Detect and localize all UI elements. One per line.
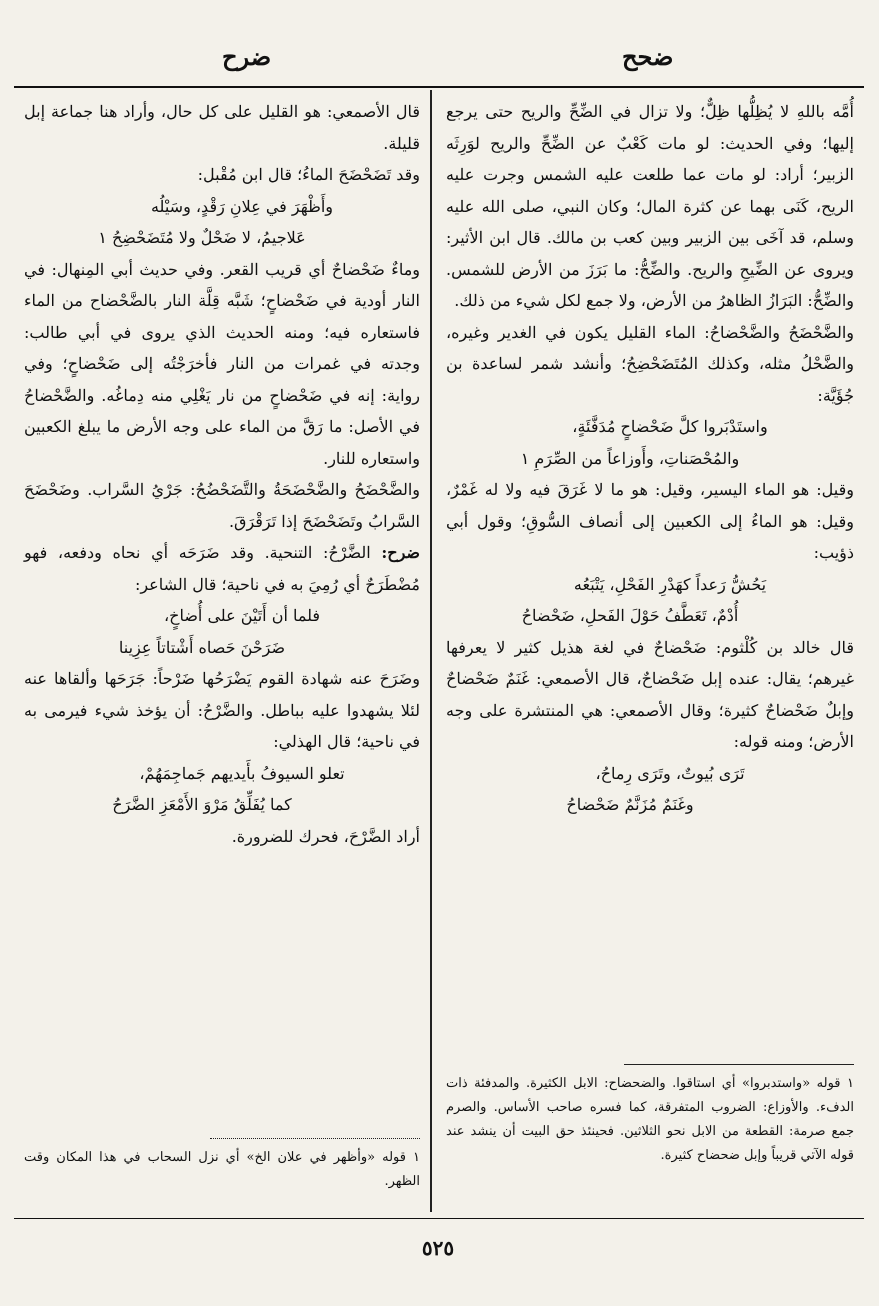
left-entry-drh [24,537,420,600]
left-paragraph-7: أراد الضَّرْحَ، فحرك للضرورة. [231,826,420,846]
left-verse-2-line-2: ضَرَحْنَ حَصاه أَشْتاتاً عِزِينا [118,637,286,657]
left-verse-3-line-1: تعلو السيوفُ بأَيديهم جَماجِمَهُمْ، [139,763,345,783]
right-paragraph-2: والضَّحْضَحُ والضَّحْضاحُ: الماء القليل يكون في الغدير وغيره، والضَّحْلُ مثله، وكذلك المُتَضَحْضِحُ؛ وأنشد شمر لساعدة بن جُؤَيَّة: [446,322,854,405]
left-footnote-rule [210,1138,420,1139]
running-header-left: ضرح [222,42,272,71]
left-verse-1-line-1: وأَظْهَرَ في عِلانِ رَقْدٍ، وسَيْلُه [150,196,334,216]
right-footnote [446,1072,854,1168]
right-paragraph-1: أُمَّه باللهِ لا يُظِلُّها ظِلٌّ؛ ولا تزال في الضِّحِّ والريح حتى يرجع إليها؛ وفي الحديث: لو مات كَعْبٌ عن الضِّحِّ والريح لوَرِثَه الزبير؛ أراد: لو مات عما طلعت عليه الشمس وجرت عليه الريح، كَنَى بهما عن كثرة المال؛ وكان النبي، صلى الله عليه وسلم، قد آخَى بين الزبير وبين كعب بن مالك. قال ابن الأثير: ويروى عن الضِّيحِ والريح. والضِّحُّ: ما بَرَزَ من الأرض للشمس. والضِّحُّ: البَرَازُ الظاهرُ من الأرض، ولا جمع لكل شيء من ذلك. [446,102,854,310]
left-footnote-text: ١ قوله «وأظهر في علان الخ» أي نزل السحاب في هذا المكان وقت الظهر. [24,1150,420,1189]
right-footnote-rule [624,1064,854,1065]
right-verse-3-line-2: وغَنَمٌ مُزَنَّمٌ ضَحْضاحُ [566,795,694,814]
left-paragraph-5: الضَّرْحُ: التنحية. وقد ضَرَحَه أي نحاه ودفعه، فهو مُضْطَرَحٌ أي رُمِيَ به في ناحية؛ قال الشاعر: [24,543,420,594]
page-number: ٥٢٥ [421,1236,455,1260]
left-footnote [24,1146,420,1194]
right-verse-2-line-2: أُدْمٌ، تَعَطَّفُ حَوْلَ الفَحلِ، ضَحْضاحُ [521,606,739,625]
left-paragraph-4: والضَّحْضَحُ والضَّحْضَحَةُ والتَّضَحْضُحُ: جَرْيُ السَّراب. وضَحْضَحَ السَّرابُ وتَضَحْضَحَ إذا تَرَقْرَقَ. [24,480,420,531]
left-paragraph-2: وقد تَضَحْضَحَ الماءُ؛ قال ابن مُقْبل: [197,165,420,184]
right-footnote-text: ١ قوله «واستدبروا» أي استاقوا. والضحضاح: الابل الكثيرة. والمدفئة ذات الدفء. والأوزاع: الضروب المتفرقة، كما فسره صاحب الأساس. والصرم جمع صرمة: القطعة من الابل نحو الثلاثين. فحينئذ حق البيت أن ينشد عند قوله الآتي قريباً وإبل ضحضاح كثيرة. [446,1076,854,1163]
left-paragraph-6: وضَرَحَ عنه شهادة القوم يَضْرَحُها ضَرْحاً: جَرَحَها وألقاها عنه لئلا يشهدوا عليه بباطل. والضَّرْحُ: أن يؤخذ شيء فيرمى به في ناحية؛ قال الهذلي: [24,669,420,751]
headword-drh: ضرح: [381,543,420,562]
left-verse-3-line-2: كما يُفَلِّقُ مَرْوَ الأَمْعَزِ الضَّرَحُ [112,795,292,814]
left-paragraph-1: قال الأصمعي: هو القليل على كل حال، وأراد هنا جماعة إبل قليلة. [24,102,420,153]
left-paragraph-3: وماءٌ ضَحْضاحٌ أي قريب القعر. وفي حديث أبي المِنهال: في النار أودية في ضَحْضاحٍ؛ شَبَّه قِلَّة النار بالضَّحْضاح من الماء فاستعاره فيه؛ ومنه الحديث الذي يروى في أبي طالب: وجدته في غمرات من النار فأخرَجْتُه إلى ضَحْضاحٍ؛ وفي رواية: إنه في ضَحْضاحٍ من نار يَغْلِي منه دِماغُه. والضَّحْضاحُ في الأصل: ما رَقَّ من الماء على وجه الأرض ما يبلغ الكعبين واستعاره للنار. [24,259,420,468]
footer-rule [14,1218,864,1219]
right-verse-3-line-1: تَرَى بُيوتٌ، وتَرَى رِماحُ، [595,763,745,783]
right-paragraph-4: قال خالد بن كُلْثوم: ضَحْضاحٌ في لغة هذيل كثير لا يعرفها غيرهم؛ يقال: عنده إبل ضَحْضاحٌ، قال الأصمعي: غَنَمٌ ضَحْضاحٌ وإبلٌ ضَحْضاحٌ كثيرة؛ وقال الأصمعي: هي المنتشرة على وجه الأرض؛ ومنه قوله: [446,637,854,751]
right-paragraph-3: وقيل: هو الماء اليسير، وقيل: هو ما لا غَرَقَ فيه ولا له غَمْرٌ، وقيل: هو الماءُ إلى الكعبين إلى أنصاف السُّوقِ؛ وقول أبي ذؤيب: [446,480,854,562]
left-verse-2-line-1: فلما أن أَتَيْنَ على أُضاخٍ، [163,606,321,625]
left-column [24,96,420,1136]
left-verse-1-line-2: عَلاجيمُ، لا ضَحْلٌ ولا مُتَضَحْضِحُ ١ [98,228,306,247]
right-verse-2-line-1: يَحُشُّ رَعداً كهَدْرِ الفَحْلِ، يَتْبَعُه [573,574,767,594]
right-verse-1-line-1: واستَدْبَروا كلَّ ضَحْضاحٍ مُدَفَّئَةٍ، [572,417,768,436]
column-divider [430,90,432,1212]
right-verse-1-line-2: والمُحْصَناتِ، وأَوزاعاً من الصِّرَمِ ١ [520,448,740,468]
header-rule [14,86,864,88]
right-column [446,96,854,1076]
running-header-right: ضحح [622,42,674,71]
